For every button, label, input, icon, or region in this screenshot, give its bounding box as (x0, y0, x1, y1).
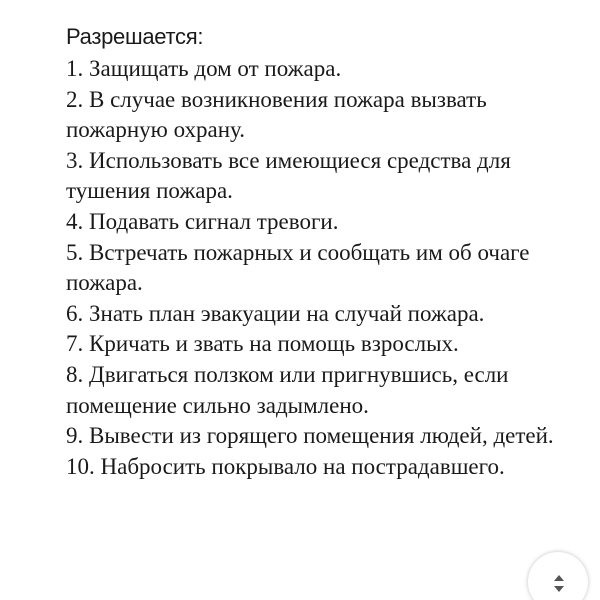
list-item: 5. Встречать пожарных и сообщать им об очаге пожара. (66, 239, 530, 296)
list-item: 6. Знать план эвакуации на случай пожара. (66, 300, 485, 326)
scroll-button[interactable] (528, 552, 588, 600)
list-item: 4. Подавать сигнал тревоги. (66, 208, 339, 234)
list-item: 8. Двигаться ползком или пригнувшись, если помещение сильно задымлено. (66, 361, 509, 418)
heading: Разрешается: (66, 24, 204, 49)
list-item: 10. Набросить покрывало на пострадавшего. (66, 453, 505, 479)
list-item: 1. Защищать дом от пожара. (66, 56, 342, 81)
text-content (66, 22, 586, 482)
rules-list (66, 54, 586, 482)
chevron-down-icon (554, 586, 564, 592)
chevron-up-icon (554, 575, 564, 581)
list-item: 7. Кричать и звать на помощь взрослых. (66, 331, 459, 357)
list-item: 9. Вывести из горящего помещения людей, детей. (66, 423, 554, 449)
list-item: 3. Использовать все имеющиеся средства для тушения пожара. (66, 147, 511, 204)
list-item: 2. В случае возникновения пожара вызвать пожарную охрану. (66, 86, 487, 143)
